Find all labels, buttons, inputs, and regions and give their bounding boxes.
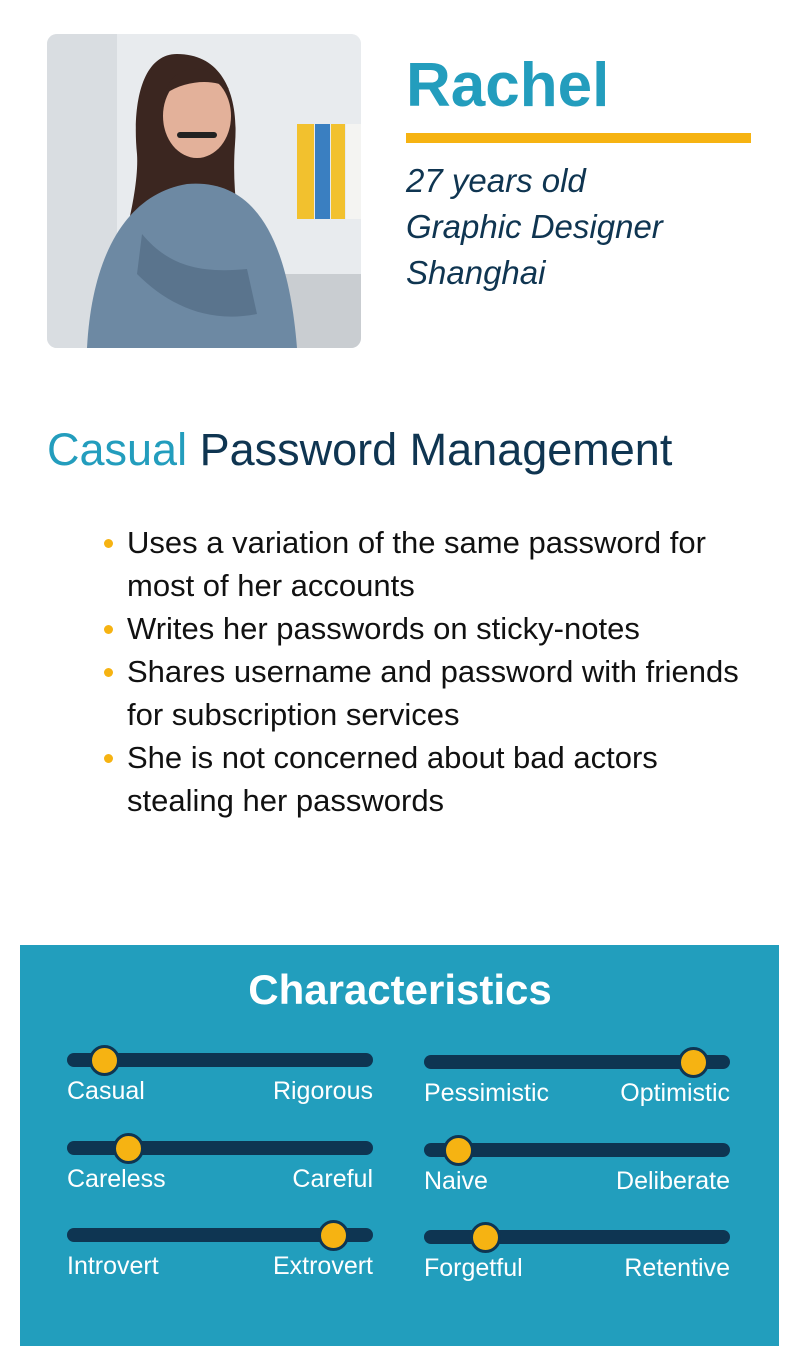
persona-location: Shanghai [406,254,546,291]
slider-knob [113,1133,144,1164]
slider-right-label: Rigorous [272,1077,373,1105]
slider-right-label: Deliberate [616,1167,730,1195]
section-title [47,420,672,480]
slider-knob [318,1220,349,1251]
slider-right-label: Optimistic [620,1079,730,1107]
slider-left-label: Casual [67,1077,145,1105]
characteristics-title: Characteristics [248,966,552,1013]
persona-photo-illustration [47,34,361,348]
persona-facts [406,158,663,296]
persona-photo [47,34,361,348]
slider-naive-deliberate [424,1137,730,1217]
section-title-accent: Casual [47,424,188,475]
slider-left-label: Forgetful [424,1254,523,1282]
slider-knob [89,1045,120,1076]
section-title-rest: Password Management [187,424,673,475]
slider-knob [678,1047,709,1078]
slider-left-label: Pessimistic [424,1079,550,1107]
list-item: She is not concerned about bad actors stealing her passwords [100,736,740,822]
slider-right-label: Extrovert [272,1252,373,1280]
name-underline [406,133,751,143]
list-item: Shares username and password with friends for subscription services [100,650,740,736]
persona-occupation: Graphic Designer [406,208,663,245]
slider-pessimistic-optimistic [424,1049,730,1129]
slider-forgetful-retentive [424,1224,730,1304]
slider-casual-rigorous [67,1047,373,1127]
slider-right-label: Careful [292,1165,373,1193]
slider-left-label: Naive [424,1167,488,1195]
behavior-list [100,521,740,822]
slider-left-label: Introvert [67,1252,159,1280]
list-item: Writes her passwords on sticky-notes [100,607,740,650]
slider-right-label: Retentive [624,1254,730,1282]
persona-name: Rachel [406,51,610,120]
slider-knob [470,1222,501,1253]
slider-introvert-extrovert [67,1222,373,1302]
slider-careless-careful [67,1135,373,1215]
list-item: Uses a variation of the same password for most of her accounts [100,521,740,607]
slider-knob [443,1135,474,1166]
persona-age: 27 years old [406,162,586,199]
slider-left-label: Careless [67,1165,166,1193]
